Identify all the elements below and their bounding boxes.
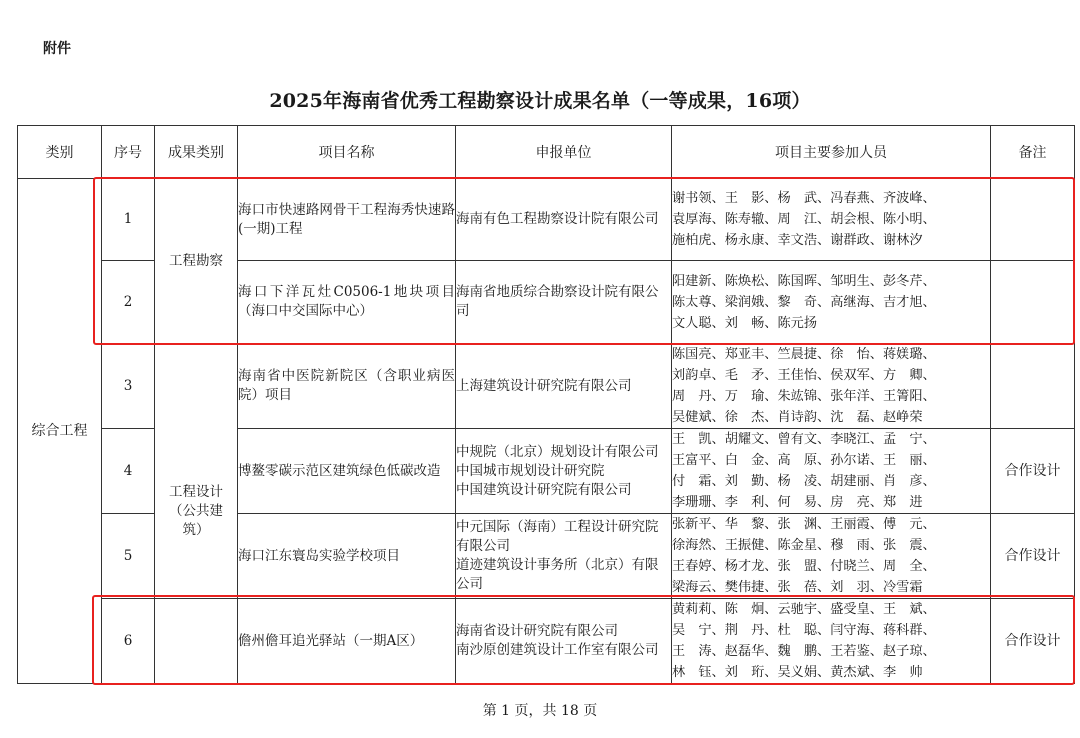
- unit-line: 中元国际（海南）工程设计研究院有限公司: [456, 519, 659, 554]
- row-number: 1: [102, 179, 155, 261]
- participants-line: 王 涛、赵磊华、魏 鹏、王若鉴、赵子琼、: [672, 644, 936, 659]
- participants-line: 付 霜、刘 勤、杨 凌、胡建丽、肖 彦、: [672, 474, 936, 489]
- participants-line: 吴 宁、荆 丹、杜 聪、闫守海、蒋科群、: [672, 623, 936, 638]
- subcategory-label: 工程设计（公共建筑）: [169, 483, 223, 538]
- table-row: [18, 599, 1075, 684]
- participants-line: 陈国亮、郑亚丰、竺晨捷、徐 怡、蒋媄璐、: [672, 347, 936, 362]
- project-name: 海南省中医院新院区（含职业病医院）项目: [238, 344, 456, 429]
- unit-line: 海南省地质综合勘察设计院有限公司: [456, 284, 659, 319]
- table-row: [18, 179, 1075, 261]
- applicant-unit: [456, 599, 672, 684]
- attachment-label: 附件: [43, 41, 71, 57]
- participants-line: 王春婷、杨才龙、张 盟、付晓兰、周 全、: [672, 559, 936, 574]
- row-number: 4: [102, 429, 155, 514]
- header-result-type: 成果类别: [155, 126, 238, 179]
- row-number: 5: [102, 514, 155, 599]
- project-name: 海口江东寰岛实验学校项目: [238, 514, 456, 599]
- remarks: [991, 261, 1075, 344]
- unit-line: 上海建筑设计研究院有限公司: [456, 377, 632, 394]
- header-number: 序号: [102, 126, 155, 179]
- header-remarks: 备注: [991, 126, 1075, 179]
- page-footer: 第 1 页，共 18 页: [482, 703, 598, 719]
- unit-line: 中国建筑设计研究院有限公司: [456, 481, 632, 498]
- participants: [672, 599, 991, 684]
- header-project-name: 项目名称: [238, 126, 456, 179]
- table-row: [18, 344, 1075, 429]
- table-header-row: [18, 126, 1075, 179]
- unit-line: 海南有色工程勘察设计院有限公司: [456, 211, 659, 227]
- participants-line: 李珊珊、李 利、何 易、房 亮、郑 进: [672, 495, 923, 510]
- project-name: 儋州儋耳追光驿站（一期A区）: [238, 599, 456, 684]
- remarks: 合作设计: [991, 599, 1075, 684]
- row-number: 3: [102, 344, 155, 429]
- category-cell: 综合工程: [18, 179, 102, 684]
- participants-line: 林 钰、刘 珩、吴义娟、黄杰斌、李 帅: [672, 665, 923, 680]
- header-participants: 项目主要参加人员: [672, 126, 991, 179]
- participants-line: 刘韵卓、毛 矛、王佳怡、侯双军、方 卿、: [672, 368, 936, 383]
- unit-line: 中国城市规划设计研究院: [456, 462, 605, 479]
- participants-line: 梁海云、樊伟捷、张 蓓、刘 羽、冷雪霜: [672, 580, 923, 595]
- project-name: 博鳌零碳示范区建筑绿色低碳改造: [238, 429, 456, 514]
- participants-line: 袁厚海、陈寿辙、周 江、胡会根、陈小明、: [672, 212, 936, 227]
- document-title: 2025年海南省优秀工程勘察设计成果名单（一等成果，16项）: [269, 90, 811, 112]
- row-number: 2: [102, 261, 155, 344]
- participants-line: 王富平、白 金、高 原、孙尔诺、王 丽、: [672, 453, 936, 468]
- project-name: 海口市快速路网骨干工程海秀快速路(一期)工程: [238, 179, 456, 261]
- participants-line: 徐海然、王振健、陈金星、穆 雨、张 震、: [672, 538, 936, 553]
- participants-line: 周 丹、万 瑜、朱竑锦、张年洋、王箐阳、: [672, 389, 936, 404]
- participants-line: 吴健斌、徐 杰、肖诗韵、沈 磊、赵峥荣: [672, 410, 923, 425]
- unit-line: 南沙原创建筑设计工作室有限公司: [456, 642, 659, 658]
- participants-line: 黄莉莉、陈 炯、云驰宇、盛受皇、王 斌、: [672, 602, 936, 617]
- participants: [672, 261, 991, 344]
- participants: [672, 429, 991, 514]
- remarks: [991, 344, 1075, 429]
- applicant-unit: [456, 429, 672, 514]
- unit-line: 道迹建筑设计事务所（北京）有限公司: [456, 557, 659, 592]
- remarks: [991, 179, 1075, 261]
- project-name: 海口下洋瓦灶C0506-1地块项目（海口中交国际中心）: [238, 261, 456, 344]
- participants: [672, 514, 991, 599]
- participants-line: 王 凯、胡耀文、曾有文、李晓江、孟 宁、: [672, 432, 936, 447]
- participants-line: 张新平、华 黎、张 渊、王丽霞、傅 元、: [672, 517, 936, 532]
- subcategory-cell: [155, 599, 238, 684]
- participants-line: 阳建新、陈焕松、陈国晖、邹明生、彭冬芹、: [672, 273, 936, 289]
- applicant-unit: [456, 179, 672, 261]
- participants-line: 陈太尊、梁润娥、黎 奇、高继海、吉才旭、: [672, 294, 936, 310]
- participants-line: 谢书领、王 影、杨 武、冯春燕、齐波峰、: [672, 191, 936, 206]
- subcategory-cell: [155, 344, 238, 599]
- participants-line: 文人聪、刘 畅、陈元扬: [672, 315, 818, 331]
- applicant-unit: [456, 344, 672, 429]
- participants: [672, 344, 991, 429]
- applicant-unit: [456, 514, 672, 599]
- results-table: [17, 125, 1075, 684]
- header-category: 类别: [18, 126, 102, 179]
- subcategory-cell: 工程勘察: [155, 179, 238, 344]
- participants: [672, 179, 991, 261]
- row-number: 6: [102, 599, 155, 684]
- unit-line: 中规院（北京）规划设计有限公司: [456, 443, 659, 460]
- unit-line: 海南省设计研究院有限公司: [456, 623, 618, 639]
- participants-line: 施柏虎、杨永康、幸文浩、谢群政、谢林汐: [672, 233, 923, 248]
- header-applicant-unit: 申报单位: [456, 126, 672, 179]
- applicant-unit: [456, 261, 672, 344]
- remarks: 合作设计: [991, 514, 1075, 599]
- remarks: 合作设计: [991, 429, 1075, 514]
